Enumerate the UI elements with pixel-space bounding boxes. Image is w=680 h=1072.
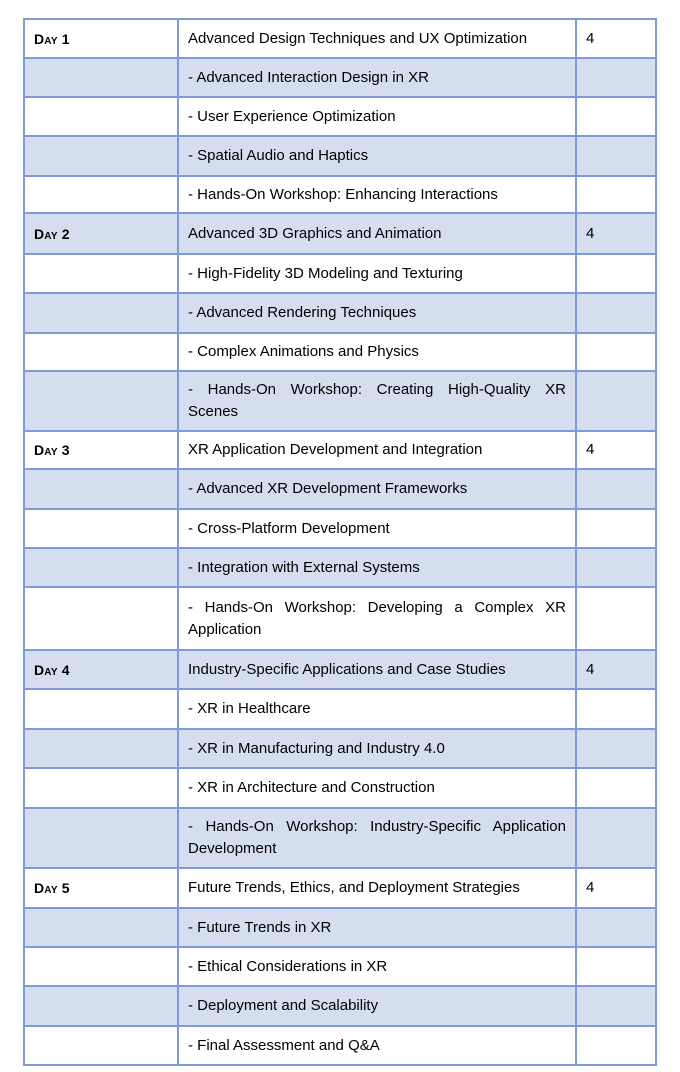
hours-cell: [576, 729, 656, 768]
topic-cell: - Advanced Rendering Techniques: [178, 293, 576, 333]
hours-cell: [576, 689, 656, 729]
topic-cell: Industry-Specific Applications and Case Studies: [178, 650, 576, 689]
hours-cell: [576, 986, 656, 1026]
day-cell: [24, 986, 178, 1026]
table-row: [24, 729, 656, 768]
day-cell: [24, 509, 178, 548]
topic-cell: - Deployment and Scalability: [178, 986, 576, 1026]
day-cell: [24, 768, 178, 808]
topic-cell: - Cross-Platform Development: [178, 509, 576, 548]
day-cell: [24, 371, 178, 431]
topic-cell: - Hands-On Workshop: Industry-Specific Application Development: [178, 808, 576, 868]
day-cell: [24, 254, 178, 293]
table-row: [24, 650, 656, 689]
hours-cell: [576, 176, 656, 213]
day-cell: Day 2: [24, 213, 178, 254]
day-cell: [24, 1026, 178, 1065]
day-cell: [24, 333, 178, 371]
table-row: [24, 986, 656, 1026]
table-row: [24, 254, 656, 293]
hours-cell: [576, 768, 656, 808]
day-cell: [24, 97, 178, 136]
day-cell: [24, 808, 178, 868]
table-row: [24, 136, 656, 176]
hours-cell: [576, 371, 656, 431]
hours-cell: [576, 947, 656, 986]
day-cell: Day 3: [24, 431, 178, 469]
topic-cell: - Hands-On Workshop: Developing a Complex XR Application: [178, 587, 576, 650]
hours-cell: [576, 808, 656, 868]
hours-cell: [576, 333, 656, 371]
topic-cell: Advanced Design Techniques and UX Optimization: [178, 19, 576, 58]
schedule-table: [23, 18, 657, 1066]
table-row: [24, 768, 656, 808]
day-cell: [24, 689, 178, 729]
table-row: [24, 431, 656, 469]
table-row: [24, 371, 656, 431]
table-row: [24, 213, 656, 254]
table-row: [24, 19, 656, 58]
day-cell: [24, 908, 178, 947]
topic-cell: - User Experience Optimization: [178, 97, 576, 136]
table-row: [24, 58, 656, 97]
topic-cell: XR Application Development and Integration: [178, 431, 576, 469]
day-cell: [24, 947, 178, 986]
hours-cell: [576, 587, 656, 650]
hours-cell: 4: [576, 868, 656, 908]
table-row: [24, 1026, 656, 1065]
topic-cell: - Future Trends in XR: [178, 908, 576, 947]
day-cell: [24, 729, 178, 768]
hours-cell: [576, 548, 656, 587]
day-cell: Day 5: [24, 868, 178, 908]
topic-cell: - Ethical Considerations in XR: [178, 947, 576, 986]
table-row: [24, 587, 656, 650]
topic-cell: - XR in Healthcare: [178, 689, 576, 729]
topic-cell: - Hands-On Workshop: Enhancing Interactions: [178, 176, 576, 213]
table-row: [24, 689, 656, 729]
table-row: [24, 176, 656, 213]
day-cell: [24, 548, 178, 587]
topic-cell: - High-Fidelity 3D Modeling and Texturing: [178, 254, 576, 293]
table-row: [24, 908, 656, 947]
day-cell: [24, 58, 178, 97]
hours-cell: 4: [576, 19, 656, 58]
table-row: [24, 947, 656, 986]
topic-cell: Advanced 3D Graphics and Animation: [178, 213, 576, 254]
day-cell: [24, 587, 178, 650]
hours-cell: [576, 58, 656, 97]
hours-cell: [576, 908, 656, 947]
topic-cell: Future Trends, Ethics, and Deployment Strategies: [178, 868, 576, 908]
hours-cell: [576, 254, 656, 293]
table-row: [24, 293, 656, 333]
table-row: [24, 97, 656, 136]
table-row: [24, 548, 656, 587]
table-row: [24, 333, 656, 371]
table-row: [24, 469, 656, 509]
hours-cell: [576, 293, 656, 333]
day-cell: [24, 469, 178, 509]
topic-cell: - XR in Manufacturing and Industry 4.0: [178, 729, 576, 768]
day-cell: [24, 136, 178, 176]
topic-cell: - Hands-On Workshop: Creating High-Quality XR Scenes: [178, 371, 576, 431]
hours-cell: 4: [576, 213, 656, 254]
topic-cell: - Advanced Interaction Design in XR: [178, 58, 576, 97]
topic-cell: - Final Assessment and Q&A: [178, 1026, 576, 1065]
hours-cell: [576, 97, 656, 136]
hours-cell: [576, 1026, 656, 1065]
day-cell: [24, 293, 178, 333]
topic-cell: - Complex Animations and Physics: [178, 333, 576, 371]
schedule-body: [24, 19, 656, 1065]
hours-cell: [576, 509, 656, 548]
topic-cell: - XR in Architecture and Construction: [178, 768, 576, 808]
table-row: [24, 808, 656, 868]
topic-cell: - Advanced XR Development Frameworks: [178, 469, 576, 509]
topic-cell: - Spatial Audio and Haptics: [178, 136, 576, 176]
topic-cell: - Integration with External Systems: [178, 548, 576, 587]
day-cell: [24, 176, 178, 213]
hours-cell: [576, 136, 656, 176]
hours-cell: 4: [576, 650, 656, 689]
table-row: [24, 509, 656, 548]
hours-cell: 4: [576, 431, 656, 469]
table-row: [24, 868, 656, 908]
day-cell: Day 4: [24, 650, 178, 689]
hours-cell: [576, 469, 656, 509]
day-cell: Day 1: [24, 19, 178, 58]
